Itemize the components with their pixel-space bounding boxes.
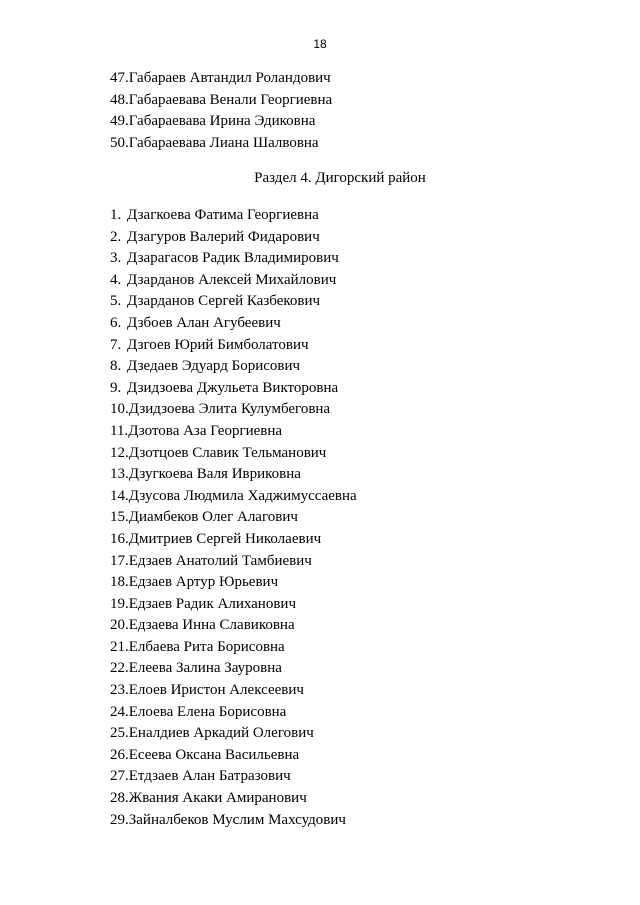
list-item: [110, 658, 357, 680]
list-item: [110, 443, 357, 465]
list-item: [110, 378, 357, 400]
item-number: 28.: [110, 790, 129, 807]
list-item: [110, 637, 357, 659]
section-name-list: [110, 205, 357, 831]
list-item: [110, 680, 357, 702]
list-item: [110, 227, 357, 249]
item-number: 10.: [110, 401, 129, 418]
list-item: [110, 810, 357, 832]
list-item: [110, 270, 357, 292]
item-name: Дзагуров Валерий Фидарович: [127, 228, 320, 245]
item-name: Едзаев Радик Алиханович: [128, 595, 296, 612]
item-number: 11.: [110, 422, 129, 439]
item-name: Диамбеков Олег Алагович: [128, 509, 298, 526]
item-number: 7.: [110, 336, 122, 353]
item-number: 2.: [110, 228, 122, 245]
item-number: 16.: [110, 530, 129, 547]
item-name: Елоев Иристон Алексеевич: [128, 682, 304, 699]
item-name: Дзотцоев Славик Тельманович: [128, 444, 327, 461]
item-number: 27.: [110, 768, 129, 785]
list-item: [110, 702, 357, 724]
list-item: [110, 745, 357, 767]
item-name: Етдзаев Алан Батразович: [128, 768, 291, 785]
item-name: Дзотова Аза Георгиевна: [128, 422, 283, 439]
item-number: 29.: [110, 811, 129, 828]
list-item: [110, 572, 357, 594]
list-item: [110, 68, 332, 90]
item-number: 5.: [110, 293, 122, 310]
item-number: 8.: [110, 358, 122, 375]
page-number: 18: [313, 37, 327, 51]
list-item: [110, 464, 357, 486]
item-number: 23.: [110, 682, 129, 699]
item-number: 24.: [110, 703, 129, 720]
list-item: [110, 529, 357, 551]
item-name: Едзаева Инна Славиковна: [128, 617, 295, 634]
item-name: Дзагкоева Фатима Георгиевна: [127, 207, 319, 223]
list-item: [110, 90, 332, 112]
item-name: Елоева Елена Борисовна: [128, 703, 287, 720]
item-name: Дзарданов Алексей Михайлович: [127, 271, 337, 288]
item-name: Дзгоев Юрий Бимболатович: [127, 336, 309, 353]
item-name: Дмитриев Сергей Николаевич: [128, 530, 322, 547]
item-name: Есеева Оксана Васильевна: [128, 746, 300, 763]
list-item: [110, 133, 332, 155]
item-name: Дзугкоева Валя Ивриковна: [128, 466, 301, 483]
item-number: 21.: [110, 638, 129, 655]
item-number: 22.: [110, 660, 129, 677]
item-name: Габараевава Лиана Шалвовна: [128, 134, 319, 151]
item-name: Елеева Залина Зауровна: [128, 660, 282, 677]
list-item: [110, 335, 357, 357]
item-number: 26.: [110, 746, 129, 763]
item-name: Жвания Акаки Амиранович: [128, 790, 307, 807]
item-name: Дзидзоева Элита Кулумбеговна: [128, 401, 331, 418]
item-name: Дзарагасов Радик Владимирович: [127, 250, 339, 267]
list-item: [110, 205, 357, 227]
item-number: 9.: [110, 379, 122, 396]
list-item: [110, 551, 357, 573]
continued-name-list: [110, 68, 332, 154]
list-item: [110, 356, 357, 378]
item-name: Дзедаев Эдуард Борисович: [127, 358, 301, 375]
list-item: [110, 507, 357, 529]
item-number: 50.: [110, 134, 129, 151]
item-number: 17.: [110, 552, 129, 569]
list-item: [110, 421, 357, 443]
item-name: Дзбоев Алан Агубеевич: [127, 314, 281, 331]
list-item: [110, 723, 357, 745]
item-name: Зайналбеков Муслим Махсудович: [128, 811, 346, 828]
list-item: [110, 788, 357, 810]
item-name: Дзарданов Сергей Казбекович: [127, 293, 321, 310]
list-item: [110, 313, 357, 335]
item-number: 20.: [110, 617, 129, 634]
list-item: [110, 248, 357, 270]
item-name: Габараев Автандил Роландович: [128, 70, 331, 86]
item-number: 48.: [110, 91, 129, 108]
list-item: [110, 486, 357, 508]
item-number: 49.: [110, 113, 129, 130]
item-number: 3.: [110, 250, 122, 267]
item-number: 12.: [110, 444, 129, 461]
item-number: 6.: [110, 314, 122, 331]
item-name: Дзидзоева Джульета Викторовна: [127, 379, 339, 396]
item-name: Едзаев Анатолий Тамбиевич: [128, 552, 312, 569]
item-number: 25.: [110, 725, 129, 742]
item-name: Еналдиев Аркадий Олегович: [128, 725, 314, 742]
list-item: [110, 111, 332, 133]
item-name: Дзусова Людмила Хаджимуссаевна: [128, 487, 357, 504]
item-number: 1.: [110, 207, 122, 223]
list-item: [110, 399, 357, 421]
item-number: 14.: [110, 487, 129, 504]
item-number: 47.: [110, 70, 129, 86]
list-item: [110, 594, 357, 616]
list-item: [110, 615, 357, 637]
list-item: [110, 766, 357, 788]
item-number: 19.: [110, 595, 129, 612]
list-item: [110, 291, 357, 313]
section-heading: Раздел 4. Дигорский район: [254, 170, 426, 186]
item-name: Едзаев Артур Юрьевич: [128, 574, 279, 591]
item-name: Габараевава Венали Георгиевна: [128, 91, 333, 108]
item-name: Елбаева Рита Борисовна: [128, 638, 285, 655]
item-number: 15.: [110, 509, 129, 526]
item-number: 4.: [110, 271, 122, 288]
item-number: 13.: [110, 466, 129, 483]
item-name: Габараевава Ирина Эдиковна: [128, 113, 316, 130]
item-number: 18.: [110, 574, 129, 591]
